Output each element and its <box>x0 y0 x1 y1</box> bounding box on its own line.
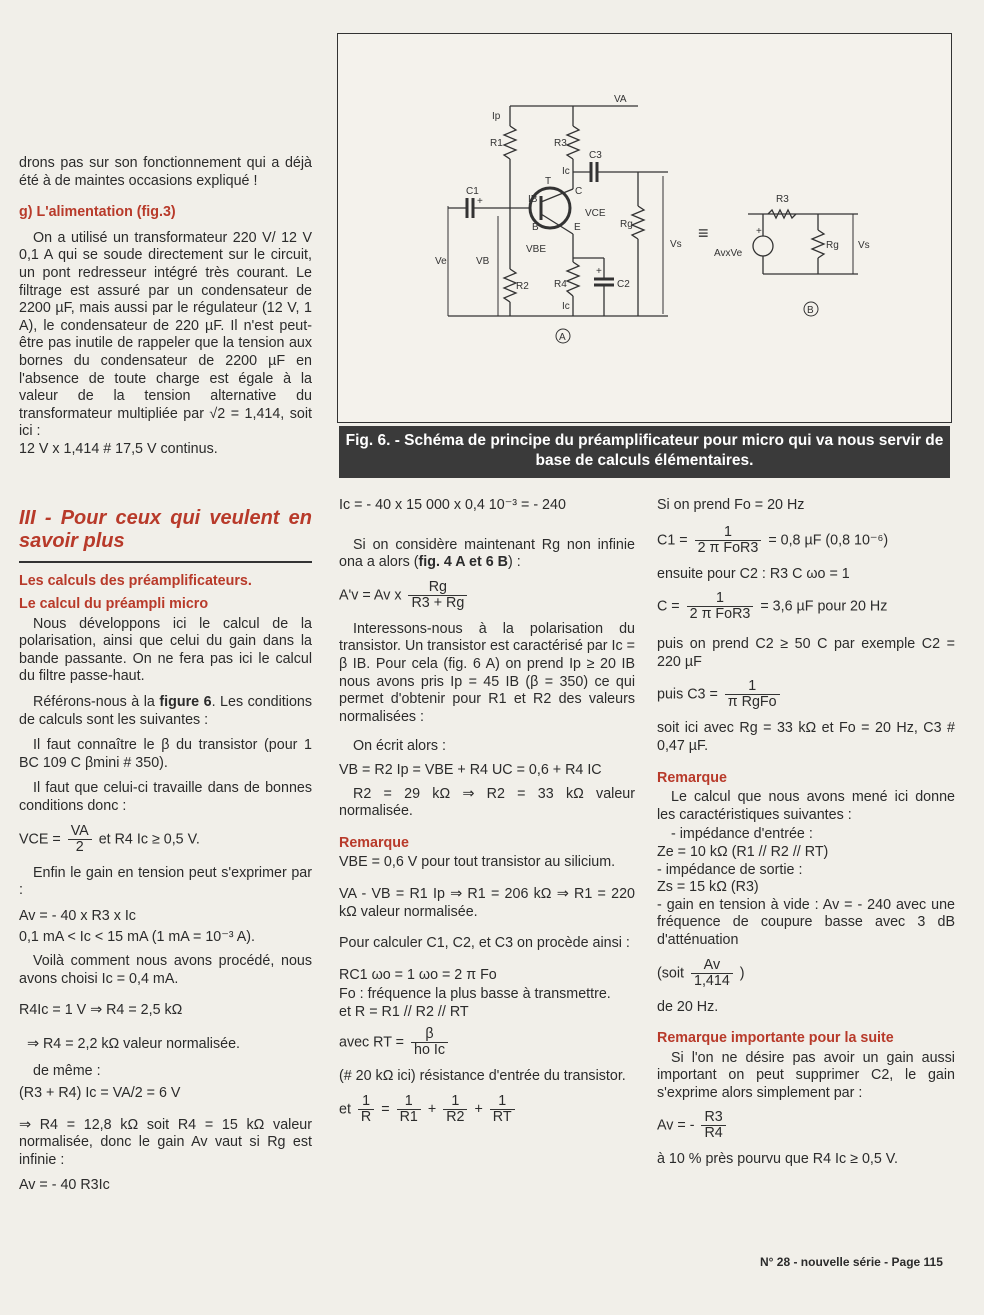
label-e: E <box>574 222 581 233</box>
eq-soit-a: (soit <box>657 964 685 981</box>
label-ip: Ip <box>492 111 501 122</box>
label-vsb: Vs <box>858 240 870 251</box>
eq-r: et R = R1 // R2 // RT <box>339 1003 469 1020</box>
eq-av2: Av = - 40 R3Ic <box>19 1177 110 1194</box>
page-footer: N° 28 - nouvelle série - Page 115 <box>760 1255 943 1269</box>
micro-heading: Le calcul du préampli micro <box>19 596 209 613</box>
frac-3 <box>443 1094 467 1125</box>
eq-vce-frac <box>68 824 92 855</box>
figure-6-diagram <box>337 33 952 423</box>
frac-2-den: R1 <box>399 1109 418 1126</box>
eq-ic-result: Ic = - 40 x 15 000 x 0,4 10⁻³ = - 240 <box>339 497 566 513</box>
mid-para-3: VBE = 0,6 V pour tout transistor au silicium. <box>339 854 616 871</box>
fo-definition: Fo : fréquence la plus basse à transmettre. <box>339 986 611 1003</box>
eq-soit-den: 1,414 <box>694 972 730 989</box>
remarque-importante: Remarque importante pour la suite <box>657 1030 894 1047</box>
eq-soit-num: Av <box>691 958 733 974</box>
eq-av-simple-frac <box>701 1110 725 1141</box>
label-r3: R3 <box>554 138 567 149</box>
right-remarque: Remarque <box>657 769 727 786</box>
para-7: ⇒ R4 = 12,8 kΩ soit R4 = 15 kΩ valeur normalisée, donc le gain Av vaut si Rg est infinie : <box>19 1116 312 1168</box>
frac-2 <box>397 1094 421 1125</box>
intro-text: drons pas sur son fonctionnement qui a déjà été à de maintes occasions expliqué ! <box>19 155 312 189</box>
mid-para-5: (# 20 kΩ ici) résistance d'entrée du transistor. <box>339 1068 626 1085</box>
de-meme: de même : <box>33 1063 101 1080</box>
para-2-pre: Référons-nous à la <box>33 694 160 711</box>
right-para-5: Le calcul que nous avons mené ici donne les caractéristiques suivantes : <box>657 789 955 823</box>
label-r4: R4 <box>554 279 567 290</box>
label-vs: Vs <box>670 239 682 250</box>
label-r3b: R3 <box>776 194 789 205</box>
eq-last-d: + <box>474 1101 483 1118</box>
eq-vce <box>19 824 312 855</box>
label-vce: VCE <box>585 208 606 219</box>
label-b: B <box>532 222 539 233</box>
eq-last-c: + <box>427 1101 437 1118</box>
label-plus1: + <box>477 196 483 207</box>
figure-caption: Fig. 6. - Schéma de principe du préamplificateur pour micro qui va nous servir de base de calculs élémentaires. <box>339 426 950 478</box>
label-ic2: Ic <box>562 301 570 312</box>
label-c2: C2 <box>617 279 630 290</box>
eq-rt-a: avec RT = <box>339 1034 405 1051</box>
circuit-schematic <box>338 34 951 422</box>
de-20-hz: de 20 Hz. <box>657 998 719 1015</box>
eq-vb: VB = R2 Ip = VBE + R4 UC = 0,6 + R4 IC <box>339 761 602 778</box>
label-ic: Ic <box>562 166 570 177</box>
eq-c1-den: 2 π FoR3 <box>697 539 759 556</box>
label-plus2: + <box>596 266 602 277</box>
para-5: Enfin le gain en tension peut s'exprimer par : <box>19 864 312 899</box>
eq-av-simple-a: Av = - <box>657 1117 695 1134</box>
label-vb: VB <box>476 256 490 267</box>
eq-c1-a: C1 = <box>657 531 688 548</box>
frac-3-num: 1 <box>443 1094 467 1110</box>
rgb-resistor <box>812 230 824 258</box>
eq-last-b: = <box>381 1101 390 1118</box>
calc-heading: Les calculs des préamplificateurs. <box>19 572 252 589</box>
para-6: Voilà comment nous avons procédé, nous avons choisi Ic = 0,4 mA. <box>19 953 312 987</box>
label-r2: R2 <box>516 281 529 292</box>
eq-c-a: C = <box>657 598 680 615</box>
eq-vce-b: et R4 Ic ≥ 0,5 V. <box>98 830 200 847</box>
mid-remarque: Remarque <box>339 834 409 851</box>
eq-c3-a: puis C3 = <box>657 686 718 703</box>
eq-vce-den: 2 <box>75 838 84 855</box>
frac-1-num: 1 <box>358 1094 374 1110</box>
label-rg: Rg <box>620 219 633 230</box>
eq-av-prime-frac <box>408 580 467 611</box>
r1-resistor <box>504 126 516 159</box>
eq-av: Av = - 40 x R3 x Ic <box>19 907 136 924</box>
eq-c <box>657 591 955 622</box>
mid-para-1-pre: Si on considère maintenant Rg non infinie ona a alors ( <box>339 536 635 571</box>
left-column <box>19 155 312 1195</box>
label-equiv: ≡ <box>698 223 709 243</box>
eq-rc: RC1 ωo = 1 ωo = 2 π Fo <box>339 966 497 983</box>
eq-av-prime-num: Rg <box>408 580 467 596</box>
alim-heading: g) L'alimentation (fig.3) <box>19 204 176 221</box>
right-para-7: à 10 % près pourvu que R4 Ic ≥ 0,5 V. <box>657 1151 898 1168</box>
label-rgb: Rg <box>826 240 839 251</box>
list-1: - impédance d'entrée : <box>671 826 813 843</box>
frac-2-num: 1 <box>397 1094 421 1110</box>
label-fig-b: B <box>807 305 814 316</box>
mid-para-1-bold: fig. 4 A et 6 B <box>418 554 508 571</box>
label-avve: AvxVe <box>714 248 743 259</box>
eq-va: VA - VB = R1 Ip ⇒ R1 = 206 kΩ ⇒ R1 = 220 kΩ valeur normalisée. <box>339 885 635 920</box>
frac-3-den: R2 <box>446 1109 465 1126</box>
mid-para-1 <box>339 537 635 572</box>
label-ib: IB <box>528 194 538 205</box>
r2-resistor <box>504 269 516 302</box>
frac-1 <box>358 1094 374 1125</box>
mid-para-1-post: ) : <box>508 554 521 571</box>
label-va: VA <box>614 94 627 105</box>
r3-resistor <box>567 126 579 159</box>
label-fig-a: A <box>559 332 566 343</box>
para-3: Il faut connaître le β du transistor (pour 1 BC 109 C βmini # 350). <box>19 737 312 771</box>
eq-av-simple <box>657 1110 955 1141</box>
eq-r3r4: (R3 + R4) Ic = VA/2 = 6 V <box>19 1084 181 1101</box>
eq-vce-a: VCE = <box>19 830 61 847</box>
right-para-2: ensuite pour C2 : R3 C ωo = 1 <box>657 565 850 582</box>
para-1: Nous développons ici le calcul de la polarisation, ainsi que celui du gain dans la bande passante. On ne fera pas ici le calcul du filtre passe-haut. <box>19 615 312 685</box>
alim-body: On a utilisé un transformateur 220 V/ 12 V 0,1 A qui se soude directement sur le circuit, un pont redresseur intégré très courant. Le filtrage est assuré par un condensateur de 2200 µF, mais aussi par le régulateur (12 V, 1 A), le condensateur de 220 µF. Il n'est peut-être pas inutile de rappeler que la tension aux bornes du condensateur de 2200 µF en l'absence de toute charge est égale à la valeur de la tension alternative du transformateur multipliée par √2 = 1,414, soit ici : <box>19 229 312 440</box>
eq-c3-den: π RgFo <box>727 694 777 711</box>
eq-r4-norm: ⇒ R4 = 2,2 kΩ valeur normalisée. <box>27 1035 240 1052</box>
r4-resistor <box>567 262 579 296</box>
eq-av-simple-num: R3 <box>701 1110 725 1126</box>
eq-r4: R4Ic = 1 V ⇒ R4 = 2,5 kΩ <box>19 1002 183 1019</box>
right-para-6: Si l'on ne désire pas avoir un gain aussi important on peut supprimer C2, le gain s'exprime alors simplement par : <box>657 1049 955 1101</box>
frac-4-num: 1 <box>490 1094 515 1110</box>
label-r1: R1 <box>490 138 503 149</box>
right-para-3: puis on prend C2 ≥ 50 C par exemple C2 = 220 µF <box>657 636 955 670</box>
label-c1: C1 <box>466 186 479 197</box>
list-2: Ze = 10 kΩ (R1 // R2 // RT) <box>657 843 829 860</box>
mid-para-2: Interessons-nous à la polarisation du transistor. Un transistor est caractérisé par Ic = β IB. Pour cela (fig. 6 A) on prend Ip ≥ 20 IB nous avons pris Ip = 45 IB (β = 350) ce qui permet d'obtenir pour R1 et R2 des valeurs normalisées : <box>339 620 635 725</box>
label-ve: Ve <box>435 256 447 267</box>
eq-av-prime-den: R3 + Rg <box>411 594 465 611</box>
frac-1-den: R <box>360 1109 372 1126</box>
eq-c-frac <box>687 591 754 622</box>
list-5: - gain en tension à vide : Av = - 240 avec une fréquence de coupure basse avec 3 dB d'atténuation <box>657 896 955 948</box>
middle-column <box>339 497 635 1135</box>
eq-av-prime-a: A'v = Av x <box>339 587 402 604</box>
label-c3: C3 <box>589 150 602 161</box>
eq-c3-num: 1 <box>725 679 780 695</box>
eq-rt-den: ho Ic <box>414 1042 446 1059</box>
frac-4-den: RT <box>492 1109 512 1126</box>
eq-c1 <box>657 525 955 556</box>
rg-resistor <box>632 206 644 239</box>
alim-result: 12 V x 1,414 # 17,5 V continus. <box>19 440 218 457</box>
eq-vce-num: VA <box>68 824 92 840</box>
eq-ic-range: 0,1 mA < Ic < 15 mA (1 mA = 10⁻³ A). <box>19 929 256 946</box>
right-para-4: soit ici avec Rg = 33 kΩ et Fo = 20 Hz, C3 # 0,47 µF. <box>657 720 955 754</box>
label-vbe: VBE <box>526 244 547 255</box>
para-2 <box>19 694 312 729</box>
eq-c3 <box>657 679 955 710</box>
eq-c1-num: 1 <box>695 525 762 541</box>
right-column <box>657 497 955 1169</box>
eq-r2: R2 = 29 kΩ ⇒ R2 = 33 kΩ valeur normalisée. <box>339 785 635 820</box>
para-2-post: . Les conditions de calculs sont les suivantes : <box>19 694 312 728</box>
eq-av-prime <box>339 580 635 611</box>
section-title: III - Pour ceux qui veulent en savoir plus <box>19 506 312 552</box>
eq-last-a: et <box>339 1101 351 1118</box>
eq-rt-num: β <box>411 1027 448 1043</box>
on-ecrit: On écrit alors : <box>353 738 446 755</box>
frac-4 <box>490 1094 515 1125</box>
mid-para-4: Pour calculer C1, C2, et C3 on procède ainsi : <box>339 935 630 952</box>
label-c: C <box>575 186 583 197</box>
eq-soit <box>657 958 955 989</box>
eq-c-den: 2 π FoR3 <box>689 606 751 623</box>
eq-parallel <box>339 1094 635 1125</box>
eq-c-b: = 3,6 µF pour 20 Hz <box>760 598 888 615</box>
eq-c1-frac <box>695 525 762 556</box>
list-3: - impédance de sortie : <box>657 861 803 878</box>
label-t: T <box>545 176 552 187</box>
eq-c1-b: = 0,8 µF (0,8 10⁻⁶) <box>768 531 889 548</box>
label-plus3: + <box>756 226 762 237</box>
eq-soit-frac <box>691 958 733 989</box>
list-4: Zs = 15 kΩ (R3) <box>657 879 759 896</box>
eq-rt-frac <box>411 1027 448 1058</box>
eq-c-num: 1 <box>687 591 754 607</box>
para-4: Il faut que celui-ci travaille dans de bonnes conditions donc : <box>19 780 312 815</box>
right-para-1: Si on prend Fo = 20 Hz <box>657 497 805 513</box>
section-rule <box>19 561 312 563</box>
para-2-bold: figure 6 <box>159 694 212 711</box>
eq-c3-frac <box>725 679 780 710</box>
eq-rt <box>339 1027 635 1058</box>
eq-soit-b: ) <box>739 964 745 981</box>
eq-av-simple-den: R4 <box>704 1125 723 1142</box>
